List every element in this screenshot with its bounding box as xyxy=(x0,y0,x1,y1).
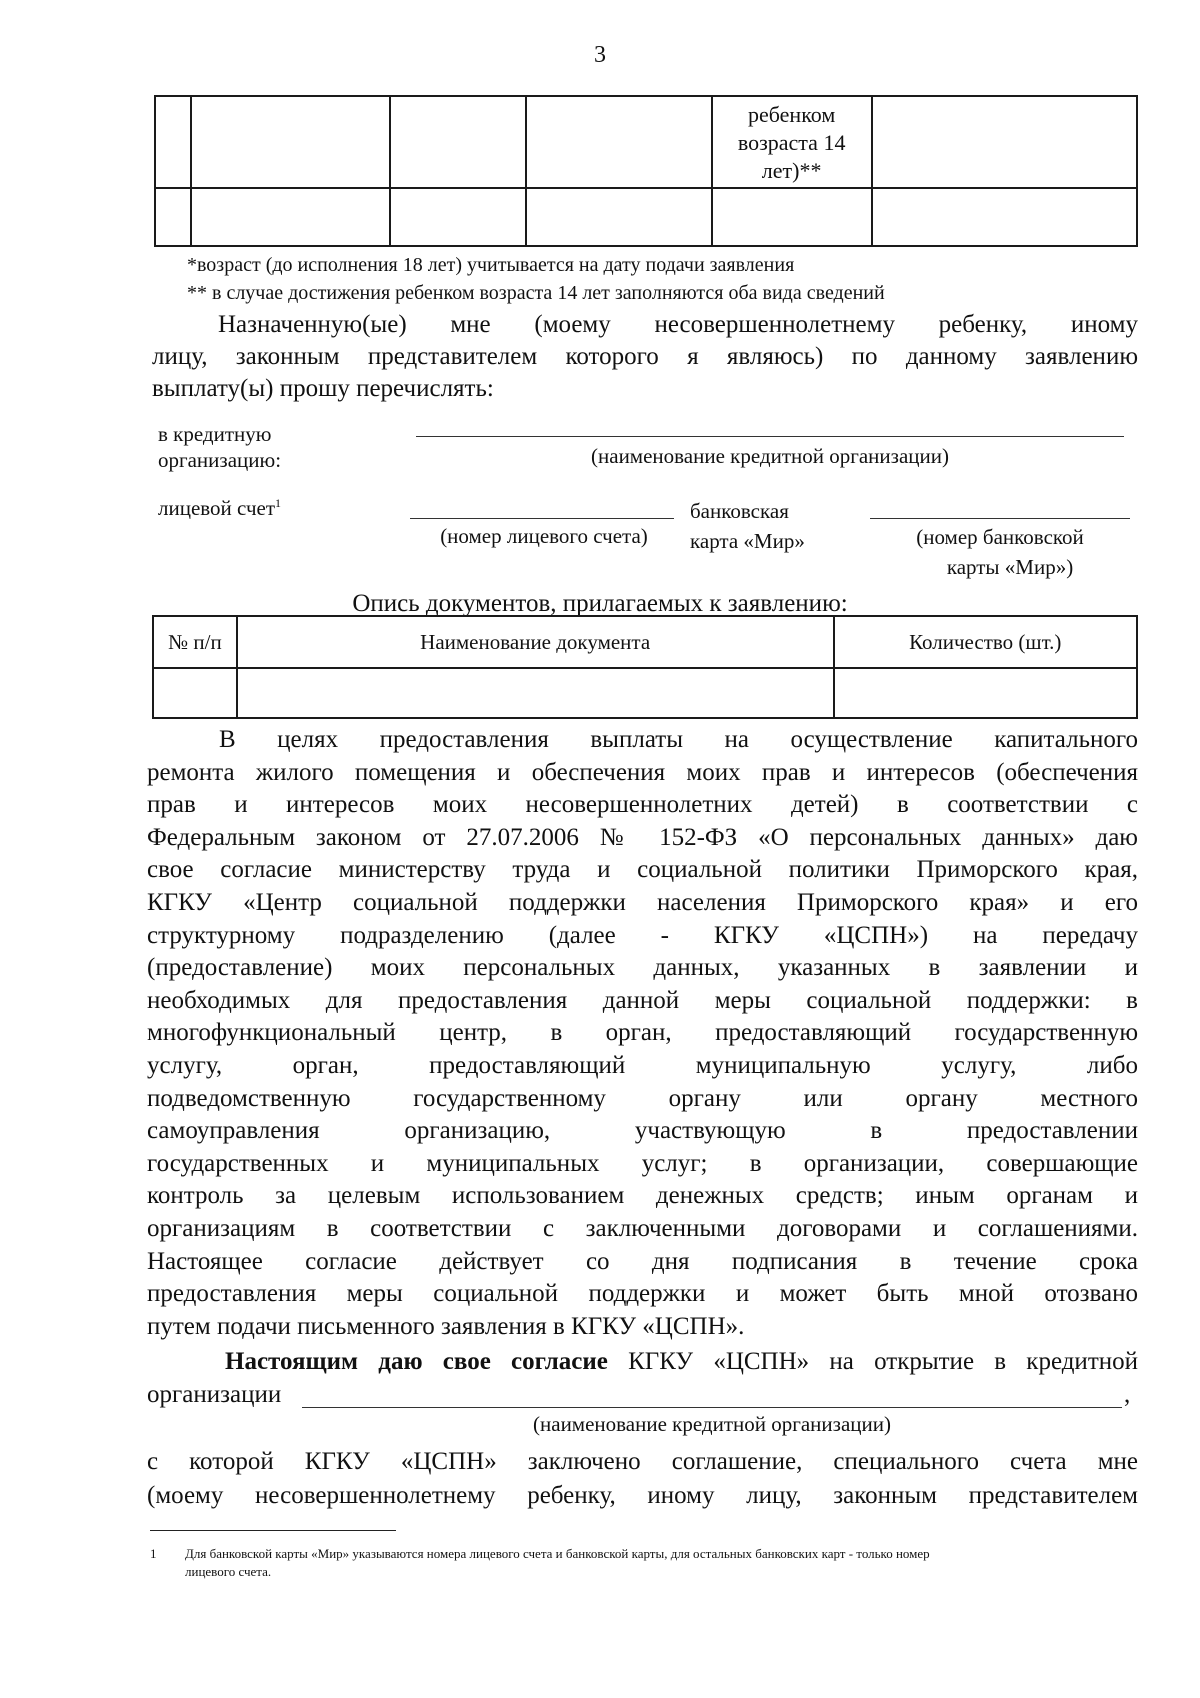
age-cell: ребенком возраста 14 лет)** xyxy=(712,96,872,188)
table-cell xyxy=(872,96,1137,188)
table-cell xyxy=(390,96,526,188)
table-row xyxy=(155,96,1137,188)
column-header: Количество (шт.) xyxy=(834,616,1137,668)
children-table xyxy=(154,95,1138,247)
page-number: 3 xyxy=(594,42,606,68)
table-cell xyxy=(712,188,872,246)
table-header-row xyxy=(153,616,1137,668)
table-cell xyxy=(526,188,712,246)
account-consent-line-1: Настоящим даю свое согласие КГКУ «ЦСПН» на открытие в кредитной xyxy=(225,1348,1138,1375)
column-header: Наименование документа xyxy=(237,616,834,668)
table-cell xyxy=(834,668,1137,718)
table-cell xyxy=(191,188,391,246)
table-cell xyxy=(153,668,237,718)
card-number-caption: (номер банковской карты «Мир») xyxy=(916,525,1084,579)
footnote-text: Для банковской карты «Мир» указываются номера лицевого счета и банковской карты, для остальных банковских карт - только номер лицевого счета. xyxy=(185,1546,930,1579)
org-comma: , xyxy=(1124,1381,1131,1408)
table-cell xyxy=(390,188,526,246)
footnote-number: 1 xyxy=(150,1546,157,1561)
column-header: № п/п xyxy=(153,616,237,668)
both-note: ** в случае достижения ребенком возраста 14 лет заполняются оба вида сведений xyxy=(187,282,885,304)
org-label: организации xyxy=(147,1381,282,1408)
table-cell xyxy=(526,96,712,188)
docs-table xyxy=(152,615,1138,719)
table-cell xyxy=(872,188,1137,246)
table-cell xyxy=(191,96,391,188)
credit-org-caption: (наименование кредитной организации) xyxy=(591,444,949,468)
credit-org-label: в кредитную организацию: xyxy=(158,422,282,472)
card-number-input-line[interactable] xyxy=(870,518,1130,519)
account-number-caption: (номер лицевого счета) xyxy=(440,524,648,548)
consent-bold-lead: Настоящим даю свое согласие xyxy=(225,1348,608,1375)
footnote-separator xyxy=(150,1530,396,1531)
table-row xyxy=(155,188,1137,246)
table-cell xyxy=(155,96,191,188)
org-name-input-line[interactable] xyxy=(302,1407,1122,1408)
account-number-input-line[interactable] xyxy=(410,518,674,519)
table-row xyxy=(153,668,1137,718)
org-name-caption: (наименование кредитной организации) xyxy=(533,1412,891,1436)
table-cell xyxy=(155,188,191,246)
age-note: *возраст (до исполнения 18 лет) учитывается на дату подачи заявления xyxy=(187,254,795,276)
card-label: банковская карта «Мир» xyxy=(690,499,805,553)
docs-title: Опись документов, прилагаемых к заявлению: xyxy=(352,590,848,617)
account-consent-continuation: с которой КГКУ «ЦСПН» заключено соглашение, специального счета мне (моему несовершеннолетнему ребенку, иному лицу, законным представителем xyxy=(147,1448,1138,1509)
payment-paragraph: Назначенную(ые) мне (моему несовершеннолетнему ребенку, иному лицу, законным представителем которого я являюсь) по данному заявлению выплату(ы) прошу перечислять: xyxy=(152,311,1138,402)
consent-paragraph: В целях предоставления выплаты на осуществление капитального ремонта жилого помещения и обеспечения моих прав и интересов (обеспечения прав и интересов моих несовершеннолетних детей) в соответствии с Федеральным законом от 27.07.2006 № 152-ФЗ «О персональных данных» даю свое согласие министерству труда и социальной политики Приморского края, КГКУ «Центр социальной поддержки населения Приморского края» и его структурному подразделению (далее - КГКУ «ЦСПН») на передачу (предоставление) моих персональных данных, указанных в заявлении и необходимых для предоставления данной меры социальной поддержки: в многофункциональный центр, в орган, предоставляющий государственную услугу, орган, предоставляющий муниципальную услугу, либо подведомственную государственному органу или органу местного самоуправления организацию, участвующую в предоставлении государственных и муниципальных услуг; в организации, совершающие контроль за целевым использованием денежных средств; иным органам и организациям в соответствии с заключенными договорами и соглашениями. Настоящее согласие действует со дня подписания в течение срока предоставления меры социальной поддержки и может быть мной отозвано путем подачи письменного заявления в КГКУ «ЦСПН». xyxy=(147,726,1138,1340)
table-cell xyxy=(237,668,834,718)
credit-org-input-line[interactable] xyxy=(416,436,1124,437)
account-label: лицевой счет$^1$ xyxy=(158,496,281,520)
